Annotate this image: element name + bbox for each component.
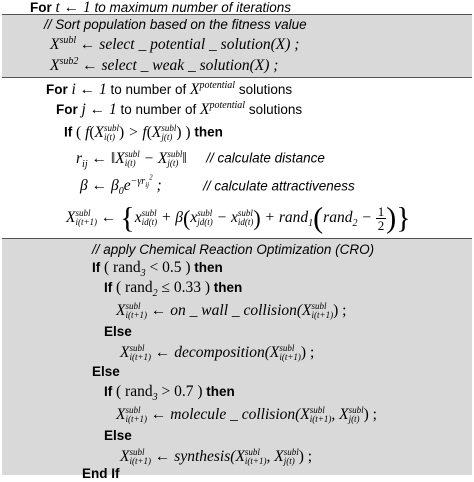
comment-sort: // Sort population based on the fitness value — [44, 17, 307, 32]
else-2: Else — [92, 364, 120, 379]
if-rand2-line: If ( rand$_2$ ≤ 0.33 ) then — [104, 279, 243, 300]
else-3: Else — [104, 428, 132, 443]
if-rand3-gt-line: If ( rand$_3$ > 0.7 ) then — [104, 383, 235, 404]
if-rand3-lt-line: If ( rand$_3$ < 0.5 ) then — [92, 259, 223, 280]
decomposition-line: X subl i(t+1) ← decomposition(X subl i(t+1) ) ; — [120, 343, 315, 362]
for-i-line: For i ← 1 to number of $X^{potential}$ solutions — [46, 79, 293, 98]
on-wall-line: X subl i(t+1) ← on _ wall _ collision(X subl i(t+1) ) ; — [116, 301, 347, 320]
synthesis-line: X subl i(t+1) ← synthesis(X subl i(t+1) , X subl j(t) ) ; — [120, 447, 313, 466]
select-weak-line: $X^{sub2}$ ← select _ weak _ solution(X) ; — [50, 55, 279, 74]
end-if: End If — [82, 466, 120, 481]
distance-line: $r_{ij}$ ← ‖X subl i(t) − X subl j(t) ‖ // calculate distance — [76, 149, 325, 170]
if-fitness-line: If ( f(X subl i(t) ) > f(X subl j(t) ) ) then — [64, 123, 223, 142]
molecule-line: X subl i(t+1) ← molecule _ collision(X subl i(t+1) , X subl j(t) ) ; — [116, 405, 377, 424]
else-1: Else — [104, 324, 132, 339]
for-t-line: For t ← 1 to maximum number of iterations — [30, 0, 292, 16]
for-j-line: For j ← 1 to number of $X^{potential}$ solutions — [56, 99, 303, 118]
select-potential-line: $X^{subl}$ ← select _ potential _ solution(X) ; — [50, 34, 300, 53]
attractiveness-line: β ← $\beta_0e^{-\gamma r_{ij}^2}$ ; // calculate attractiveness — [80, 174, 355, 198]
comment-cro: // apply Chemical Reaction Optimization (CRO) — [92, 242, 375, 257]
update-equation: X subl i(t+1) ← {x subl id(t) + β(x subl jd(t) − x subl id(t) ) + rand$_1$(rand$_2$ − $\frac{1}{2}$ )} — [66, 201, 411, 235]
